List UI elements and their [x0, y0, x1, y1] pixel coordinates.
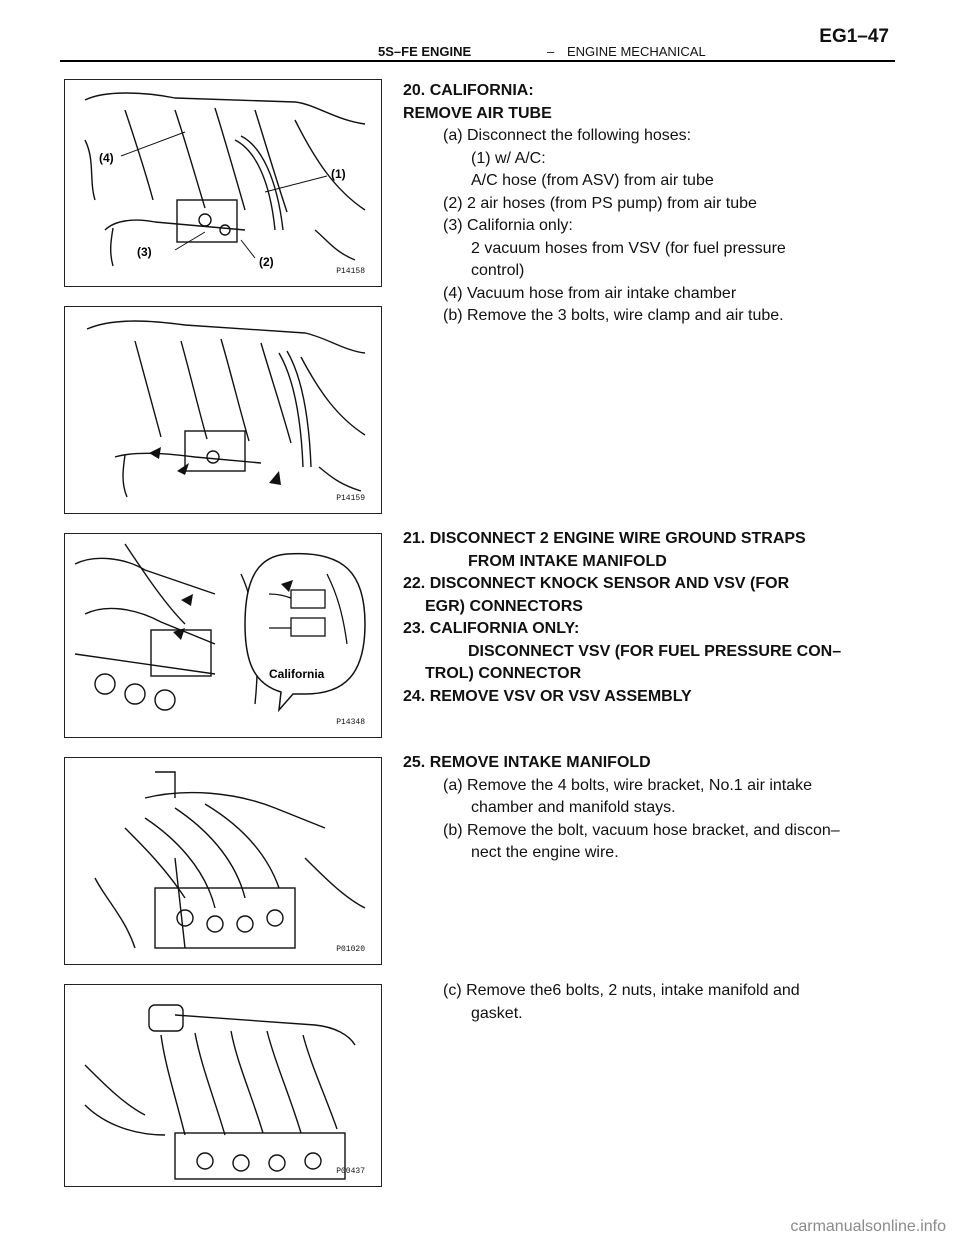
header-section: 5S–FE ENGINE — [378, 44, 472, 59]
step-25-b-line2: nect the engine wire. — [471, 844, 619, 861]
step-20-a: (a) Disconnect the following hoses: — [443, 127, 692, 144]
step-22-line1: 22. DISCONNECT KNOCK SENSOR AND VSV (FOR — [403, 575, 790, 592]
inset-label: California — [269, 667, 325, 681]
steps-21-24-text — [403, 528, 841, 708]
step-25-c-line1: (c) Remove the6 bolts, 2 nuts, intake manifold and — [443, 982, 800, 999]
step-25-a-line1: (a) Remove the 4 bolts, wire bracket, No.1 air intake — [443, 776, 813, 794]
step-20-title-line2: REMOVE AIR TUBE — [403, 104, 552, 122]
step-25-c-line2: gasket. — [471, 1004, 523, 1022]
figure-code: P00437 — [336, 1167, 365, 1176]
step-20-a3-detail-cont: control) — [471, 262, 525, 279]
header-dash: – — [547, 44, 555, 59]
watermark-text: carmanualsonline.info — [790, 1218, 946, 1235]
callout-1: (1) — [331, 167, 346, 181]
step-21-line1: 21. DISCONNECT 2 ENGINE WIRE GROUND STRAPS — [403, 530, 806, 547]
step-20-a2: (2) 2 air hoses (from PS pump) from air tube — [443, 194, 757, 212]
figure-connectors — [64, 533, 382, 738]
figure-code: P14158 — [336, 267, 365, 276]
engine-illustration — [65, 80, 381, 286]
figure-intake-manifold-stays — [64, 757, 382, 965]
page-number: EG1–47 — [819, 26, 889, 47]
step-25-title: 25. REMOVE INTAKE MANIFOLD — [403, 754, 651, 771]
step-20-text — [403, 80, 786, 328]
step-25-b-line1: (b) Remove the bolt, vacuum hose bracket, and discon– — [443, 821, 840, 839]
step-20-title-line1: 20. CALIFORNIA: — [403, 82, 534, 99]
step-23-line1: 23. CALIFORNIA ONLY: — [403, 620, 580, 637]
step-20-a1-detail: A/C hose (from ASV) from air tube — [471, 172, 714, 189]
step-20-a3-detail: 2 vacuum hoses from VSV (for fuel pressure — [471, 239, 786, 257]
page-header — [60, 26, 895, 62]
engine-illustration — [65, 985, 381, 1186]
figure-code: P01020 — [336, 945, 365, 954]
step-25-text — [403, 752, 840, 865]
callout-2: (2) — [259, 255, 274, 269]
step-23-line2: DISCONNECT VSV (FOR FUEL PRESSURE CON– — [468, 642, 842, 660]
figure-intake-manifold-removal — [64, 984, 382, 1187]
step-21-line2: FROM INTAKE MANIFOLD — [468, 552, 667, 570]
step-22-line2: EGR) CONNECTORS — [425, 597, 583, 615]
callout-4: (4) — [99, 151, 114, 165]
figure-air-tube-hoses — [64, 79, 382, 287]
step-20-b: (b) Remove the 3 bolts, wire clamp and air tube. — [443, 307, 784, 324]
callout-3: (3) — [137, 245, 152, 259]
step-25-a-line2: chamber and manifold stays. — [471, 799, 676, 816]
step-20-a3: (3) California only: — [443, 217, 573, 234]
figure-code: P14159 — [336, 494, 365, 503]
step-20-a1: (1) w/ A/C: — [471, 149, 546, 167]
header-rule — [60, 60, 895, 62]
step-23-line3: TROL) CONNECTOR — [425, 665, 582, 682]
engine-illustration — [65, 307, 381, 513]
header-subsection: ENGINE MECHANICAL — [567, 44, 706, 59]
step-20-a4: (4) Vacuum hose from air intake chamber — [443, 284, 737, 302]
figure-air-tube-bolts — [64, 306, 382, 514]
step-25c-text — [403, 980, 800, 1025]
figure-code: P14348 — [336, 718, 365, 727]
engine-illustration — [65, 758, 381, 964]
step-24: 24. REMOVE VSV OR VSV ASSEMBLY — [403, 687, 692, 705]
engine-illustration — [65, 534, 381, 737]
